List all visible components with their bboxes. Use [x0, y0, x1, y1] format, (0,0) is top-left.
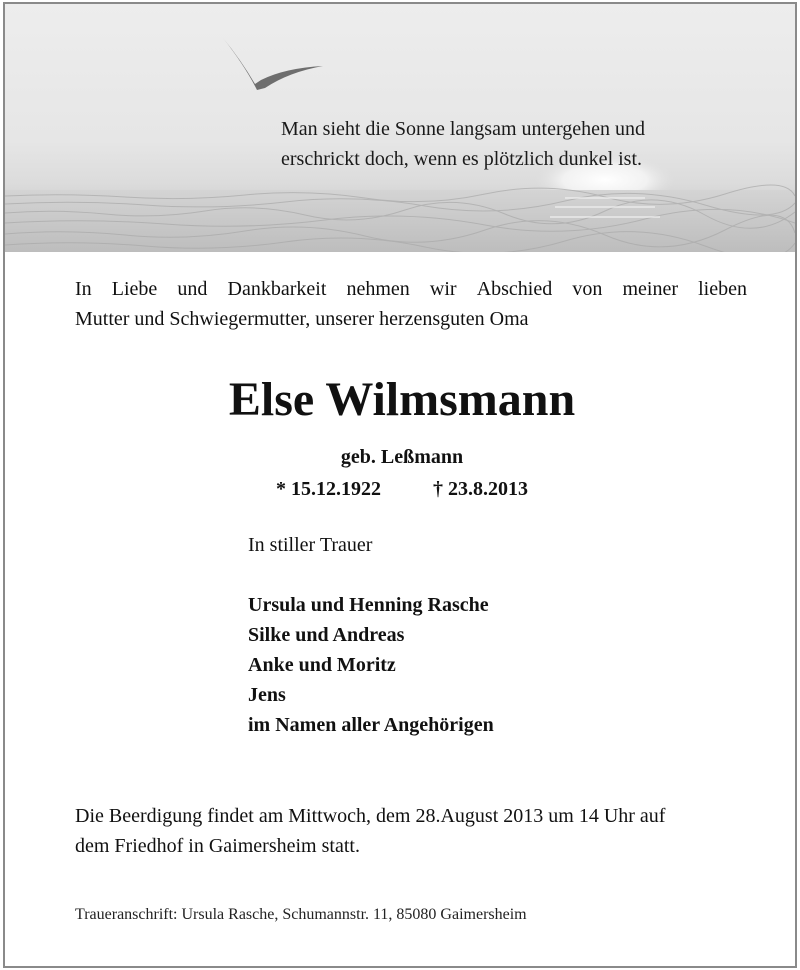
- sunset-sea-image: [5, 4, 795, 252]
- funeral-line: Die Beerdigung findet am Mittwoch, dem 28.August 2013 um 14 Uhr auf: [75, 805, 666, 827]
- quote: [281, 114, 741, 174]
- intro-line-2: Mutter und Schwiegermutter, unserer herzensguten Oma: [75, 308, 529, 330]
- deceased-name: Else Wilmsmann: [228, 373, 576, 426]
- funeral-info: [75, 801, 747, 861]
- birth-date: * 15.12.1922: [276, 478, 381, 500]
- death-date: † 23.8.2013: [433, 478, 528, 500]
- family-member: Silke und Andreas: [248, 624, 405, 646]
- funeral-line: dem Friedhof in Gaimersheim statt.: [75, 835, 360, 857]
- seagull-icon: [223, 38, 323, 90]
- intro-word: lieben: [698, 278, 747, 300]
- family-list: [248, 590, 494, 740]
- quote-line: erschrickt doch, wenn es plötzlich dunkel ist.: [281, 148, 643, 170]
- intro-word: nehmen: [346, 278, 410, 300]
- birth-name: geb. Leßmann: [340, 446, 464, 468]
- intro-word: Abschied: [476, 278, 553, 300]
- family-member: Ursula und Henning Rasche: [248, 594, 489, 616]
- intro-word: von: [572, 278, 603, 300]
- intro-word: In: [75, 278, 92, 300]
- intro-word: und: [177, 278, 208, 300]
- intro-word: Liebe: [111, 278, 158, 300]
- family-member: Anke und Moritz: [248, 654, 396, 676]
- mourning-label: In stiller Trauer: [248, 534, 373, 556]
- intro-line-1: [75, 274, 747, 304]
- family-member: im Namen aller Angehörigen: [248, 714, 494, 736]
- quote-line: Man sieht die Sonne langsam untergehen und: [281, 118, 646, 140]
- intro-word: wir: [429, 278, 457, 300]
- life-dates: [5, 476, 797, 502]
- family-member: Jens: [248, 684, 286, 706]
- mourning-address: Traueranschrift: Ursula Rasche, Schumannstr. 11, 85080 Gaimersheim: [75, 906, 527, 923]
- intro-word: Dankbarkeit: [227, 278, 327, 300]
- obituary-notice: [3, 2, 797, 968]
- intro-text: [75, 274, 747, 334]
- intro-word: meiner: [622, 278, 678, 300]
